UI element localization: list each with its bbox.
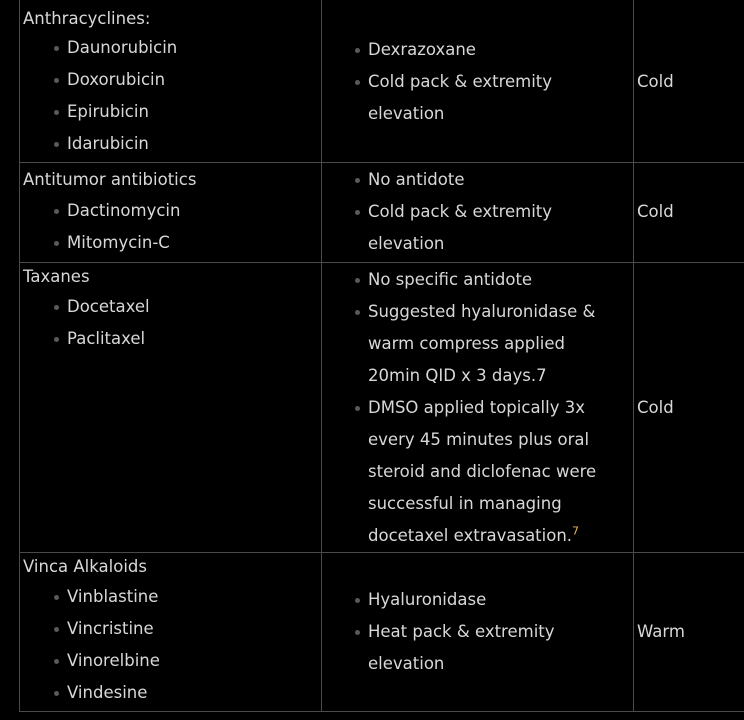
drug-item: Docetaxel [67,297,150,316]
category-label: Vinca Alkaloids [23,557,147,576]
treatment-cell [321,263,633,552]
drug-item: Vindesine [67,683,148,702]
drug-item: Vincristine [67,619,154,638]
treatment-item: No antidote [368,170,465,189]
bullet-icon [355,310,360,315]
treatment-item: DMSO applied topically 3x [368,398,585,417]
treatment-item-cont: 20min QID x 3 days.7 [368,366,547,385]
drug-cell [20,163,320,262]
treatment-item: Cold pack & extremity [368,72,553,91]
bullet-icon [355,48,360,53]
table-row [19,0,744,163]
drug-item: Epirubicin [67,102,149,121]
temperature-value: Warm [637,622,685,641]
bullet-icon [355,598,360,603]
bullet-icon [355,630,360,635]
temperature-value: Cold [637,202,674,221]
category-label: Antitumor antibiotics [23,170,197,189]
drug-item: Mitomycin-C [67,233,170,252]
temperature-cell [633,263,744,552]
temperature-cell [633,0,744,162]
temperature-value: Cold [637,72,674,91]
drug-item: Doxorubicin [67,70,166,89]
temperature-cell [633,163,744,262]
treatment-cell [321,553,633,711]
bullet-icon [54,209,59,214]
bullet-icon [355,178,360,183]
drug-item: Daunorubicin [67,38,178,57]
bullet-icon [355,406,360,411]
bullet-icon [355,80,360,85]
drug-item: Vinblastine [67,587,159,606]
table-row [19,553,744,712]
treatment-item-cont: elevation [368,104,445,123]
drug-item: Paclitaxel [67,329,146,348]
bullet-icon [54,691,59,696]
treatment-text: docetaxel extravasation. [368,526,573,545]
treatment-item-cont: successful in managing [368,494,562,513]
category-label: Anthracyclines: [23,9,151,28]
extravasation-table [19,0,744,712]
treatment-item-cont: every 45 minutes plus oral [368,430,590,449]
treatment-item: No specific antidote [368,270,533,289]
bullet-icon [54,305,59,310]
table-row [19,163,744,263]
treatment-item: Heat pack & extremity [368,622,555,641]
treatment-item-cont: steroid and diclofenac were [368,462,597,481]
drug-cell [20,263,320,552]
drug-item: Idarubicin [67,134,149,153]
bullet-icon [54,337,59,342]
treatment-item: Dexrazoxane [368,40,476,59]
treatment-item-cont: elevation [368,654,445,673]
bullet-icon [54,46,59,51]
treatment-item-cont [368,526,579,546]
treatment-item: Hyaluronidase [368,590,487,609]
treatment-cell [321,0,633,162]
bullet-icon [54,659,59,664]
bullet-icon [54,142,59,147]
temperature-cell [633,553,744,711]
bullet-icon [355,278,360,283]
bullet-icon [54,627,59,632]
drug-cell [20,553,320,711]
drug-item: Vinorelbine [67,651,160,670]
table-row [19,263,744,553]
treatment-item-cont: warm compress applied [368,334,565,353]
bullet-icon [355,210,360,215]
footnote-ref: 7 [572,524,580,538]
bullet-icon [54,241,59,246]
treatment-cell [321,163,633,262]
bullet-icon [54,110,59,115]
temperature-value: Cold [637,398,674,417]
drug-cell [20,0,320,162]
treatment-item: Suggested hyaluronidase & [368,302,596,321]
bullet-icon [54,78,59,83]
treatment-item-cont: elevation [368,234,445,253]
drug-item: Dactinomycin [67,201,181,220]
treatment-item: Cold pack & extremity [368,202,553,221]
bullet-icon [54,595,59,600]
category-label: Taxanes [23,267,90,286]
